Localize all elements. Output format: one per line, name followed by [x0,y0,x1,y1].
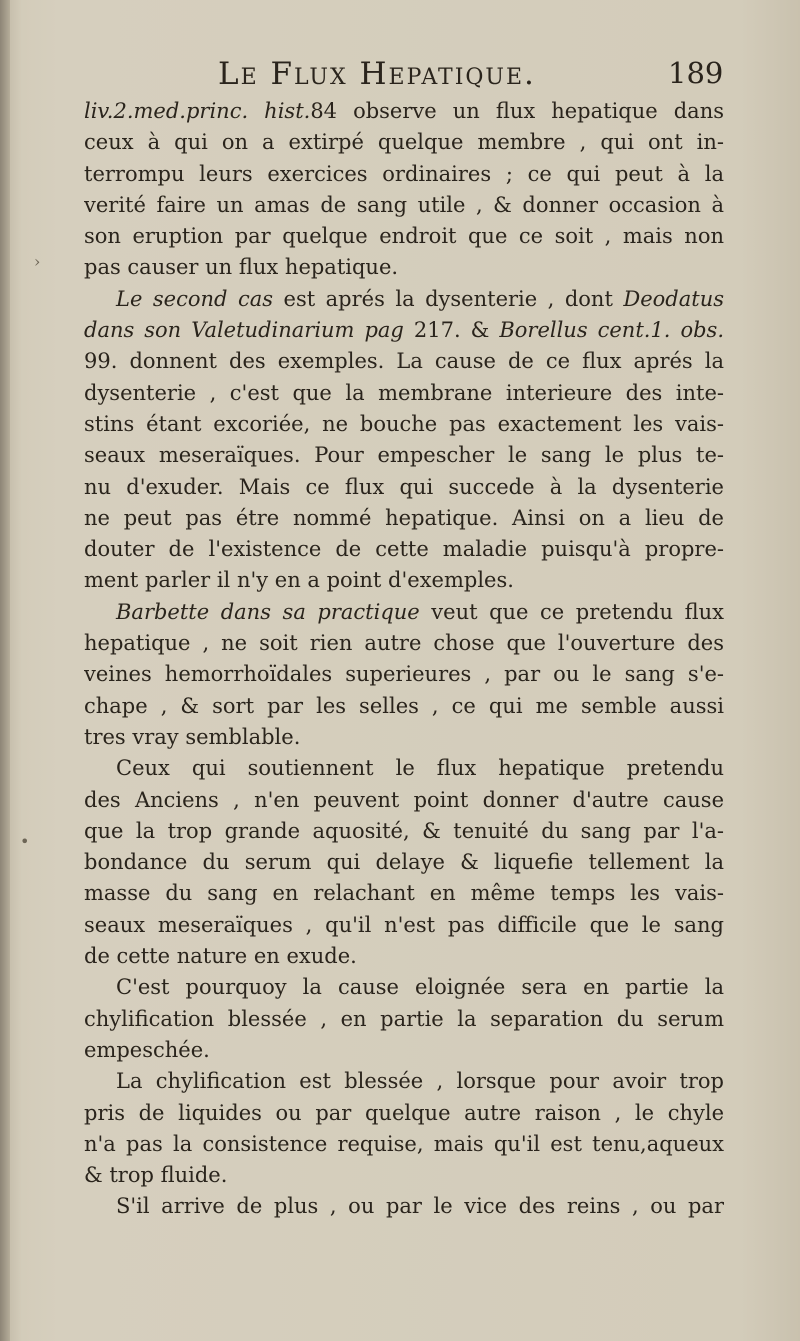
text-line [84,878,724,909]
line-text: Ceux qui soutiennent le flux hepatique pretendu [116,756,724,781]
line-text: dysenterie , c'est que la membrane interieure des inte- [84,380,724,405]
line-text: C'est pourquoy la cause eloignée sera en partie la [116,975,724,1000]
text-line [84,972,724,1003]
text-line [84,409,724,440]
line-text: de cette nature en exude. [84,944,357,969]
line-text: tres vray semblable. [84,724,301,749]
line-text: ceux à qui on a extirpé quelque membre , qui ont in- [84,130,724,155]
line-text: est aprés la dysenterie , dont [273,286,624,311]
text-line [84,753,724,784]
text-line [84,847,724,878]
line-text: nu d'exuder. Mais ce flux qui succede à la dysenterie [84,474,724,499]
line-text: bondance du serum qui delaye & liquefie tellement la [84,850,724,875]
margin-mark: › [34,252,41,271]
line-text: douter de l'existence de cette maladie puisqu'à propre- [84,537,724,562]
text-line [84,440,724,471]
line-text: hepatique , ne soit rien autre chose que l'ouverture des [84,631,724,656]
line-text: ne peut pas étre nommé hepatique. Ainsi on a lieu de [84,505,724,530]
text-line [84,190,724,221]
text-line [84,565,724,596]
line-text: 217. & [403,318,500,343]
italic-citation: Borellus cent.1. obs. [499,318,724,343]
line-text: n'a pas la consistence requise, mais qu'il est tenu,aqueux [84,1131,724,1156]
line-text: terrompu leurs exercices ordinaires ; ce qui peut à la [84,161,724,186]
text-line [84,941,724,972]
text-line [84,472,724,503]
text-line [84,1191,724,1222]
line-text: chape , & sort par les selles , ce qui me semble aussi [84,693,724,718]
line-text: 84 observe un flux hepatique dans [310,99,724,123]
text-line [84,96,724,127]
page-number: 189 [668,56,724,90]
line-text: & trop fluide. [84,1163,228,1188]
text-line [84,159,724,190]
italic-citation: Le second cas [116,286,274,311]
text-line [84,597,724,628]
text-line [84,534,724,565]
line-text: S'il arrive de plus , ou par le vice des reins , ou par [116,1194,724,1219]
running-title: Le Flux Hepatique. [218,56,536,92]
line-text: empeschée. [84,1037,210,1062]
text-line [84,1160,724,1191]
text-line [84,1035,724,1066]
line-text: verité faire un amas de sang utile , & donner occasion à [84,192,724,217]
text-line [84,503,724,534]
text-line [84,910,724,941]
text-line [84,284,724,315]
body-text [84,96,724,1223]
text-line [84,315,724,346]
line-text: que la trop grande aquosité, & tenuité du sang par l'a- [84,818,724,843]
line-text: pris de liquides ou par quelque autre raison , le chyle [84,1100,724,1125]
line-text: veines hemorrhoïdales superieures , par ou le sang s'e- [84,662,724,687]
text-line [84,1004,724,1035]
text-line [84,127,724,158]
line-text: son eruption par quelque endroit que ce soit , mais non [84,224,724,249]
text-line [84,252,724,283]
text-line [84,1066,724,1097]
text-line [84,1129,724,1160]
page-gutter [0,0,10,1341]
text-line [84,1098,724,1129]
line-text: masse du sang en relachant en même temps les vais- [84,881,724,906]
line-text: des Anciens , n'en peuvent point donner d'autre cause [84,787,724,812]
italic-citation: Deodatus [623,286,724,311]
line-text: veut que ce pretendu flux [419,599,724,624]
text-line [84,785,724,816]
text-line [84,346,724,377]
line-text: chylification blessée , en partie la separation du serum [84,1006,724,1031]
margin-mark: • [20,832,30,851]
italic-citation: Barbette dans sa practique [116,599,420,624]
text-line [84,816,724,847]
line-text: pas causer un flux hepatique. [84,255,399,280]
page-header [0,52,800,96]
text-line [84,628,724,659]
line-text: seaux meseraïques. Pour empescher le sang le plus te- [84,443,724,468]
text-line [84,691,724,722]
text-line [84,722,724,753]
line-text: ment parler il n'y en a point d'exemples. [84,568,514,593]
text-line [84,221,724,252]
line-text: 99. donnent des exemples. La cause de ce flux aprés la [84,349,724,374]
line-text: stins étant excoriée, ne bouche pas exactement les vais- [84,411,724,436]
text-line [84,659,724,690]
line-text: La chylification est blessée , lorsque pour avoir trop [116,1069,724,1094]
text-line [84,378,724,409]
italic-citation: dans son Valetudinarium pag [84,318,404,343]
italic-citation: liv.2.med.princ. hist. [84,99,311,123]
line-text: seaux meseraïques , qu'il n'est pas difficile que le sang [84,912,724,937]
